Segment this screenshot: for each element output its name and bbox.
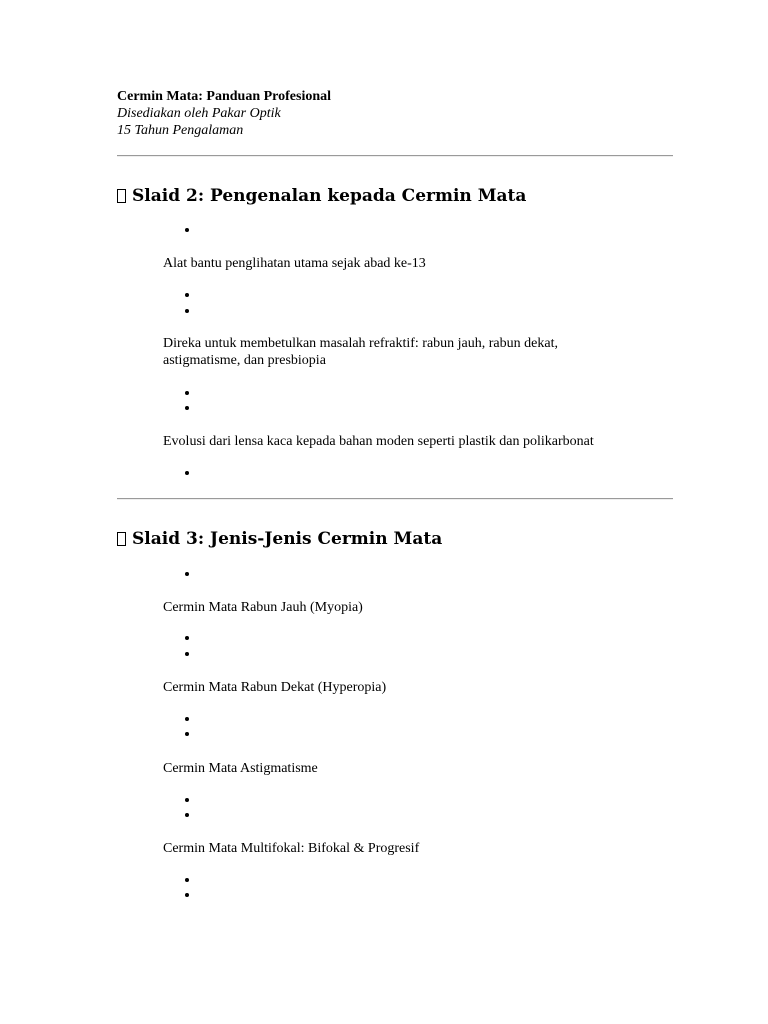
- bullet-icon: [185, 732, 189, 736]
- slide-2-heading-text: Slaid 2: Pengenalan kepada Cermin Mata: [132, 186, 527, 206]
- slide-3-heading: [117, 528, 442, 550]
- document-experience: 15 Tahun Pengalaman: [117, 123, 244, 138]
- slide-3-paragraph-2: Cermin Mata Rabun Dekat (Hyperopia): [163, 680, 387, 695]
- bullet-icon: [185, 652, 189, 656]
- bullet-icon: [185, 309, 189, 313]
- document-author: Disediakan oleh Pakar Optik: [117, 106, 281, 121]
- slide-3-paragraph-4: Cermin Mata Multifokal: Bifokal & Progresif: [163, 841, 420, 856]
- bullet-icon: [185, 228, 189, 232]
- bullet-icon: [185, 878, 189, 882]
- bullet-icon: [185, 293, 189, 297]
- section-divider: [117, 498, 673, 500]
- slide-2-paragraph-2: Direka untuk membetulkan masalah refraktif: rabun jauh, rabun dekat, astigmatisme, dan presbiopia: [163, 336, 558, 368]
- bullet-icon: [185, 717, 189, 721]
- slide-3-paragraph-3: Cermin Mata Astigmatisme: [163, 761, 318, 776]
- bullet-icon: [185, 636, 189, 640]
- bullet-icon: [185, 798, 189, 802]
- slide-3-paragraph-1: Cermin Mata Rabun Jauh (Myopia): [163, 600, 363, 615]
- slide-2-paragraph-1: Alat bantu penglihatan utama sejak abad ke-13: [163, 256, 426, 271]
- missing-glyph-icon: [117, 532, 126, 546]
- bullet-icon: [185, 813, 189, 817]
- slide-2-heading: [117, 185, 526, 207]
- bullet-icon: [185, 471, 189, 475]
- slide-2-paragraph-3: Evolusi dari lensa kaca kepada bahan moden seperti plastik dan polikarbonat: [163, 434, 594, 449]
- section-divider: [117, 155, 673, 157]
- bullet-icon: [185, 893, 189, 897]
- missing-glyph-icon: [117, 189, 126, 203]
- bullet-icon: [185, 572, 189, 576]
- slide-3-heading-text: Slaid 3: Jenis-Jenis Cermin Mata: [132, 529, 443, 549]
- document-title: Cermin Mata: Panduan Profesional: [117, 89, 332, 104]
- document-header: [117, 88, 677, 139]
- bullet-icon: [185, 391, 189, 395]
- bullet-icon: [185, 406, 189, 410]
